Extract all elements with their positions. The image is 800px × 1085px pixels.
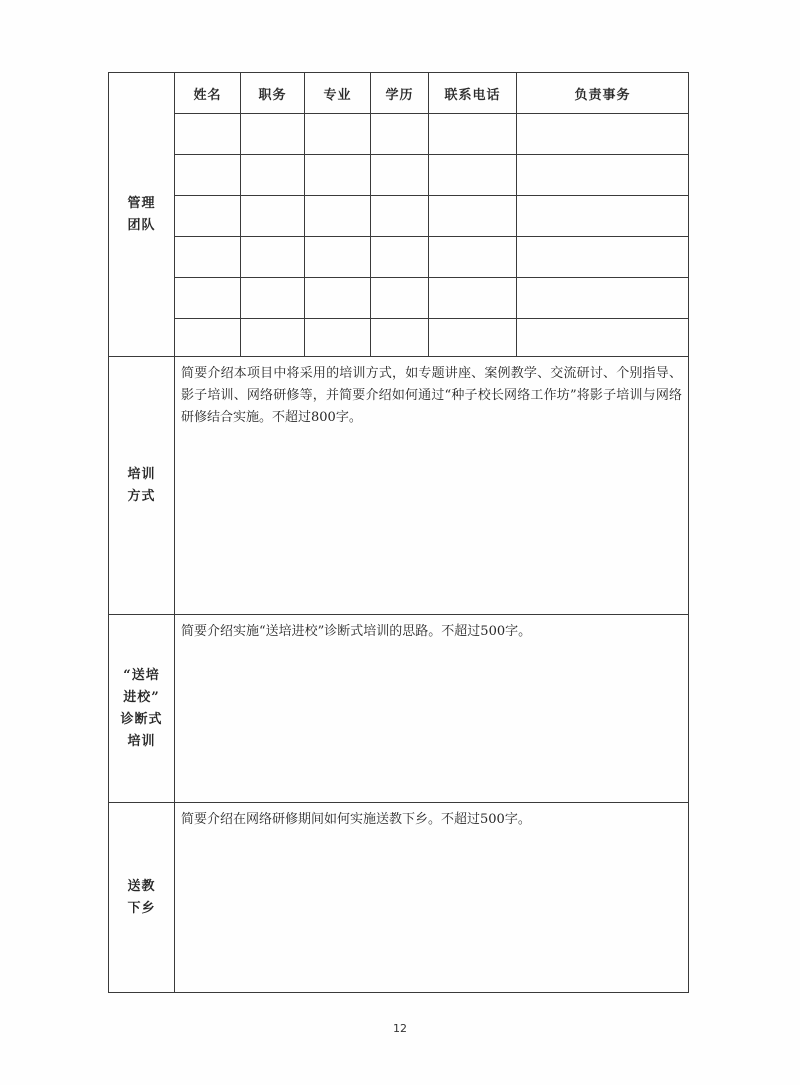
cell-major[interactable] — [305, 114, 371, 155]
column-header-phone: 联系电话 — [429, 73, 517, 114]
school-based-training-instruction: 简要介绍实施“送培进校”诊断式培训的思路。不超过500字。 — [181, 624, 532, 639]
label-line: 方式 — [127, 488, 156, 504]
cell-phone[interactable] — [429, 278, 517, 319]
column-header-major: 专业 — [305, 73, 371, 114]
cell-major[interactable] — [305, 155, 371, 196]
training-methods-instruction: 简要介绍本项目中将采用的培训方式，如专题讲座、案例教学、交流研讨、个别指导、影子培训、网络研修等，并简要介绍如何通过“种子校长网络工作坊”将影子培训与网络研修结合实施。不超过800字。 — [181, 366, 682, 425]
table-row — [109, 278, 689, 319]
section-label-management-team — [109, 73, 175, 357]
label-line: 进校” — [123, 689, 160, 705]
cell-phone[interactable] — [429, 155, 517, 196]
cell-responsibility[interactable] — [517, 196, 689, 237]
team-header-row — [109, 73, 689, 114]
cell-position[interactable] — [241, 319, 305, 357]
table-row — [109, 155, 689, 196]
teaching-to-countryside-row — [109, 803, 689, 993]
table-row — [109, 114, 689, 155]
cell-name[interactable] — [175, 196, 241, 237]
cell-major[interactable] — [305, 237, 371, 278]
label-line: 培训 — [127, 466, 156, 482]
cell-name[interactable] — [175, 237, 241, 278]
cell-education[interactable] — [371, 196, 429, 237]
school-based-training-field[interactable] — [175, 615, 689, 803]
section-label-teaching-to-countryside — [109, 803, 175, 993]
cell-name[interactable] — [175, 114, 241, 155]
cell-responsibility[interactable] — [517, 278, 689, 319]
column-header-responsibility: 负责事务 — [517, 73, 689, 114]
cell-responsibility[interactable] — [517, 114, 689, 155]
label-line: 诊断式 — [120, 711, 163, 727]
cell-position[interactable] — [241, 114, 305, 155]
section-label-training-methods — [109, 357, 175, 615]
label-line: 培训 — [127, 733, 156, 749]
teaching-to-countryside-instruction: 简要介绍在网络研修期间如何实施送教下乡。不超过500字。 — [181, 812, 531, 827]
cell-position[interactable] — [241, 237, 305, 278]
cell-position[interactable] — [241, 278, 305, 319]
cell-phone[interactable] — [429, 114, 517, 155]
cell-education[interactable] — [371, 114, 429, 155]
training-methods-field[interactable] — [175, 357, 689, 615]
label-line: 团队 — [127, 217, 156, 233]
label-line: 管理 — [127, 195, 156, 211]
application-form-table — [108, 72, 689, 993]
section-label-school-based-training — [109, 615, 175, 803]
cell-position[interactable] — [241, 196, 305, 237]
label-line: 下乡 — [127, 900, 156, 916]
cell-education[interactable] — [371, 319, 429, 357]
teaching-to-countryside-field[interactable] — [175, 803, 689, 993]
cell-phone[interactable] — [429, 319, 517, 357]
cell-education[interactable] — [371, 155, 429, 196]
label-line: 送教 — [127, 878, 156, 894]
training-methods-row — [109, 357, 689, 615]
cell-major[interactable] — [305, 196, 371, 237]
table-row — [109, 196, 689, 237]
school-based-training-row — [109, 615, 689, 803]
label-line: “送培 — [123, 667, 160, 683]
table-row — [109, 237, 689, 278]
cell-education[interactable] — [371, 237, 429, 278]
cell-phone[interactable] — [429, 196, 517, 237]
column-header-education: 学历 — [371, 73, 429, 114]
cell-major[interactable] — [305, 278, 371, 319]
table-row — [109, 319, 689, 357]
page-number: 12 — [393, 1022, 407, 1035]
cell-name[interactable] — [175, 278, 241, 319]
column-header-position: 职务 — [241, 73, 305, 114]
cell-responsibility[interactable] — [517, 237, 689, 278]
column-header-name: 姓名 — [175, 73, 241, 114]
cell-major[interactable] — [305, 319, 371, 357]
cell-phone[interactable] — [429, 237, 517, 278]
cell-position[interactable] — [241, 155, 305, 196]
cell-education[interactable] — [371, 278, 429, 319]
cell-responsibility[interactable] — [517, 319, 689, 357]
cell-responsibility[interactable] — [517, 155, 689, 196]
cell-name[interactable] — [175, 155, 241, 196]
cell-name[interactable] — [175, 319, 241, 357]
